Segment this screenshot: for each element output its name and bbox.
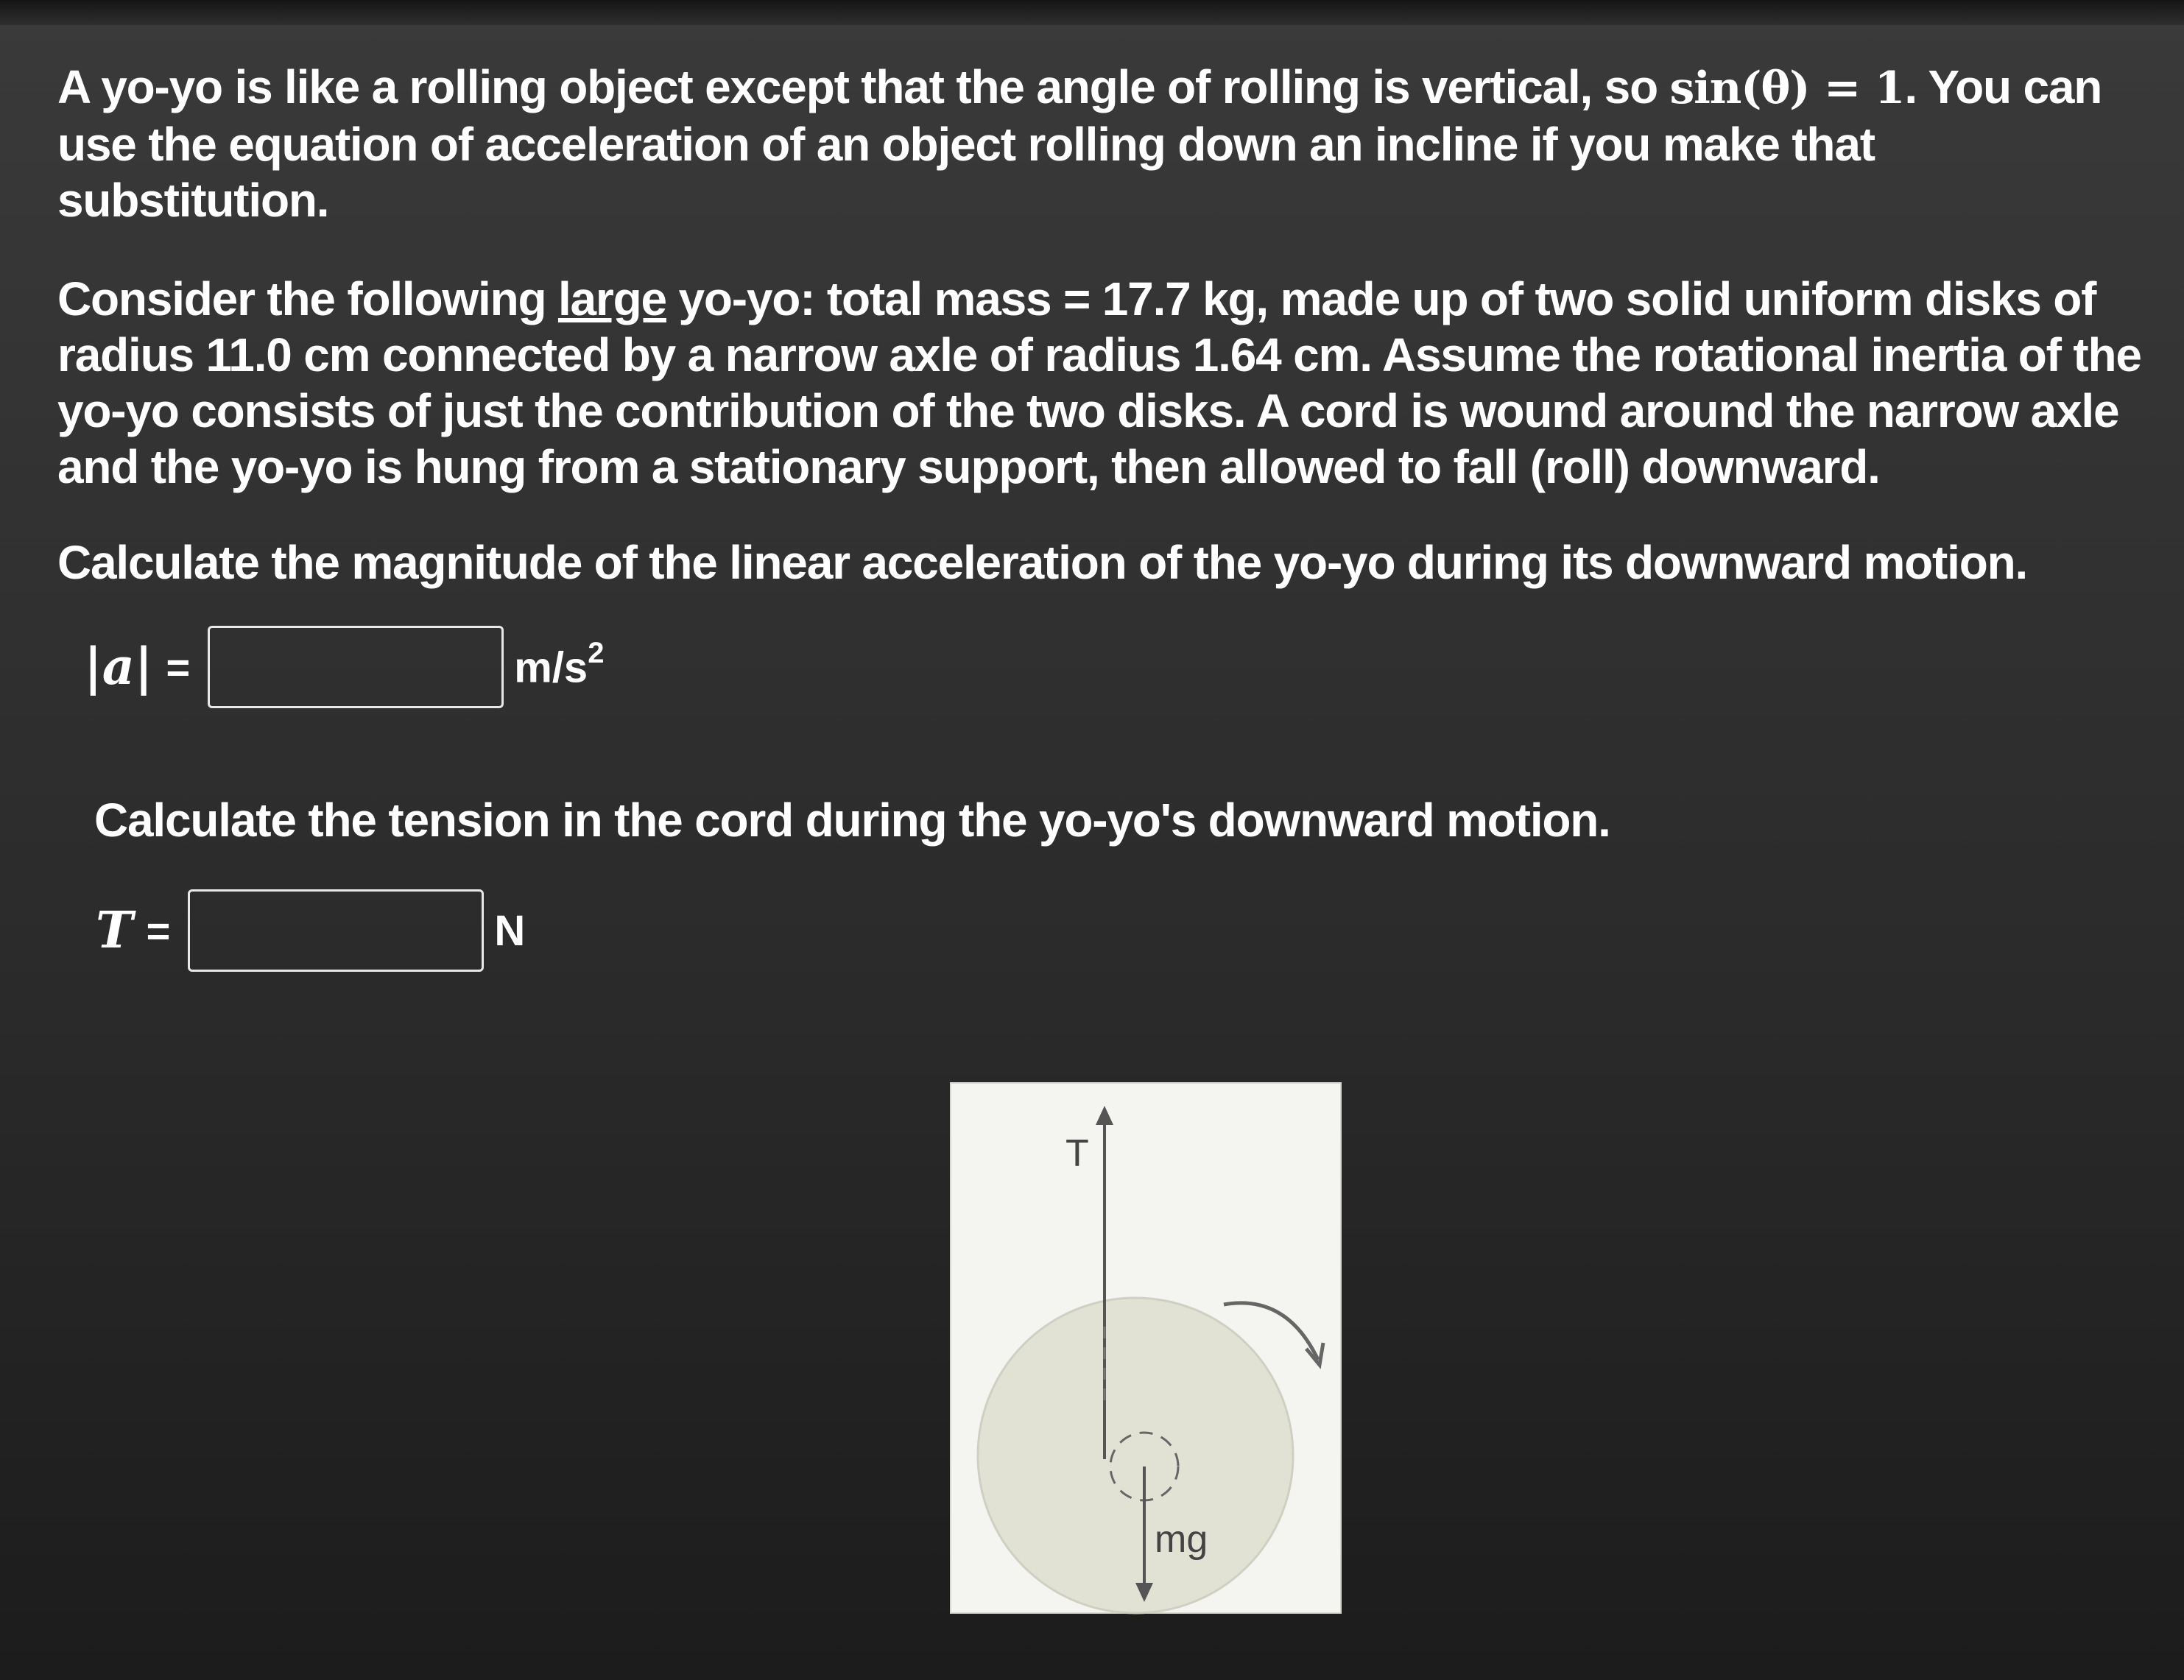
- acceleration-input[interactable]: [208, 626, 504, 708]
- tension-question: Calculate the tension in the cord during the yo-yo's downward motion.: [94, 794, 1610, 847]
- intro-text-end: . You can use the equation of acceleration of an object rolling down an incline if you make that substitution.: [57, 60, 2102, 227]
- problem-paragraph: [57, 271, 2149, 495]
- acceleration-unit-exponent: 2: [588, 637, 605, 670]
- intro-paragraph: [57, 59, 2149, 228]
- problem-text-end: yo-yo: total mass = 17.7 kg, made up of two solid uniform disks of radius 11.0 cm connected by a narrow axle of radius 1.64 cm. Assume the rotational inertia of the yo-yo consists of just the contribution of the two disks. A cord is wound around the narrow axle and the yo-yo is hung from a stationary support, then allowed to fall (roll) downward.: [57, 272, 2141, 493]
- monitor-bezel: [0, 0, 2184, 25]
- yo-yo-figure: [950, 1082, 1342, 1614]
- tension-label: T: [96, 901, 133, 960]
- yo-yo-disk-shape: [978, 1298, 1293, 1613]
- acceleration-unit: [514, 637, 605, 692]
- acceleration-equals: =: [166, 643, 191, 691]
- tension-unit: N: [494, 906, 526, 955]
- intro-math-expression: sin(θ) = 1: [1669, 63, 1905, 114]
- tension-equals: =: [146, 907, 171, 954]
- problem-text-start: Consider the following: [57, 272, 558, 325]
- acceleration-label: |a|: [84, 638, 153, 696]
- tension-figure-label: T: [1065, 1132, 1089, 1175]
- acceleration-unit-base: m/s: [514, 643, 588, 692]
- acceleration-answer-row: [84, 623, 2149, 711]
- question-content: [57, 59, 2149, 975]
- problem-emphasis: large: [557, 272, 666, 325]
- tension-input[interactable]: [188, 889, 484, 972]
- weight-figure-label: mg: [1155, 1518, 1208, 1561]
- intro-text-start: A yo-yo is like a rolling object except that the angle of rolling is vertical, so: [57, 60, 1670, 113]
- yo-yo-diagram: [951, 1084, 1343, 1615]
- tension-answer-row: [96, 886, 2149, 975]
- acceleration-question: Calculate the magnitude of the linear acceleration of the yo-yo during its downward motion.: [57, 536, 2028, 589]
- tension-arrowhead-icon: [1096, 1106, 1113, 1125]
